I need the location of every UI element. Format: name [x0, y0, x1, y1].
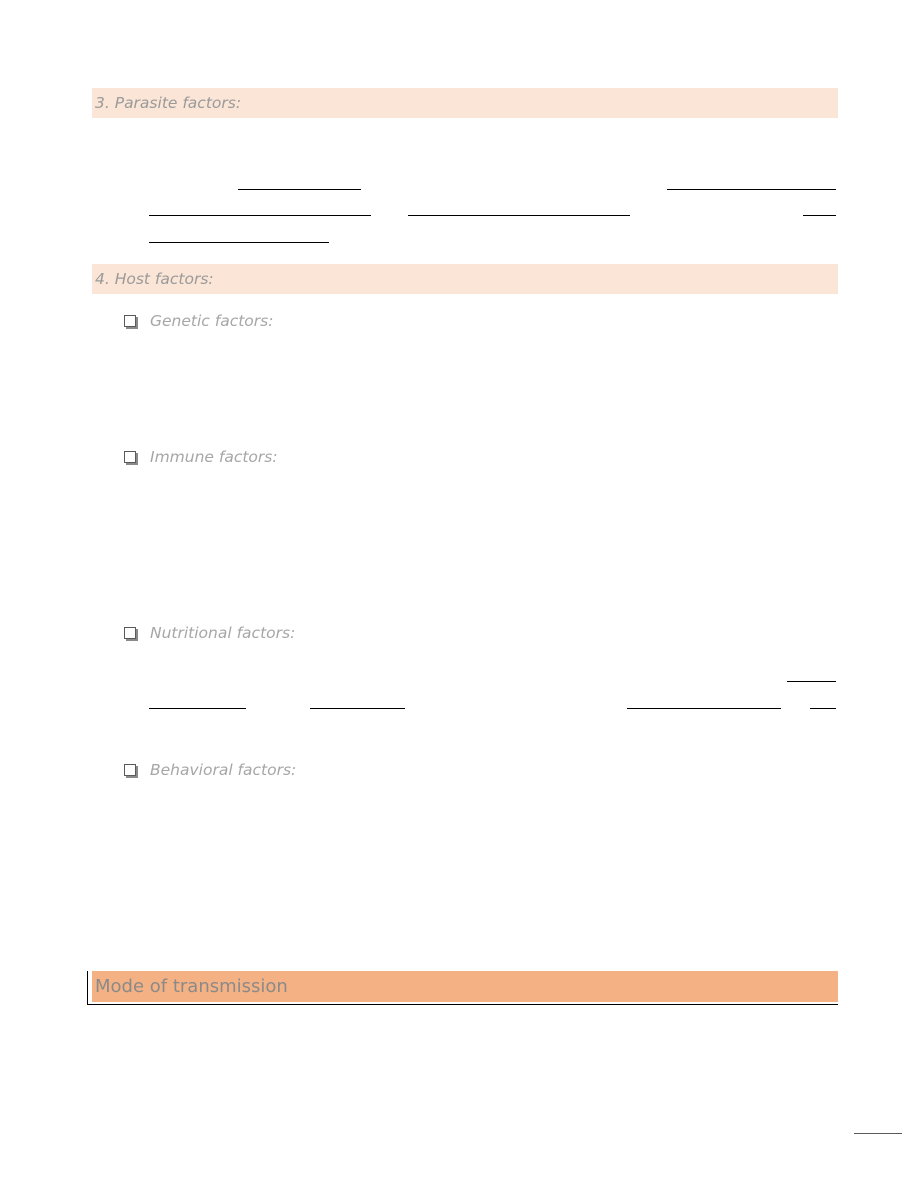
checkbox-bullet-icon [124, 451, 136, 463]
underline [803, 215, 836, 216]
nutritional-factors-label: Nutritional factors: [150, 624, 296, 642]
underline [238, 189, 361, 190]
checkbox-bullet-icon [124, 627, 136, 639]
underline [149, 242, 329, 243]
underline [310, 708, 405, 709]
mode-heading-bottom-border [87, 1004, 838, 1005]
mode-heading-left-border [87, 971, 88, 1004]
underline [149, 215, 371, 216]
nutritional-factors-item [122, 622, 295, 644]
genetic-factors-label: Genetic factors: [150, 312, 274, 330]
parasite-factors-heading: 3. Parasite factors: [92, 88, 838, 118]
checkbox-bullet-icon [124, 764, 136, 776]
underline [627, 708, 781, 709]
genetic-factors-item [122, 310, 273, 332]
immune-factors-item [122, 446, 278, 468]
behavioral-factors-item [122, 759, 296, 781]
mode-of-transmission-heading: Mode of transmission [92, 971, 838, 1002]
underline [408, 215, 630, 216]
behavioral-factors-label: Behavioral factors: [150, 761, 297, 779]
checkbox-bullet-icon [124, 315, 136, 327]
immune-factors-label: Immune factors: [150, 448, 278, 466]
underline [667, 189, 836, 190]
underline [149, 708, 246, 709]
underline [787, 681, 836, 682]
footer-rule [854, 1133, 902, 1134]
underline [810, 708, 836, 709]
host-factors-heading: 4. Host factors: [92, 264, 838, 294]
